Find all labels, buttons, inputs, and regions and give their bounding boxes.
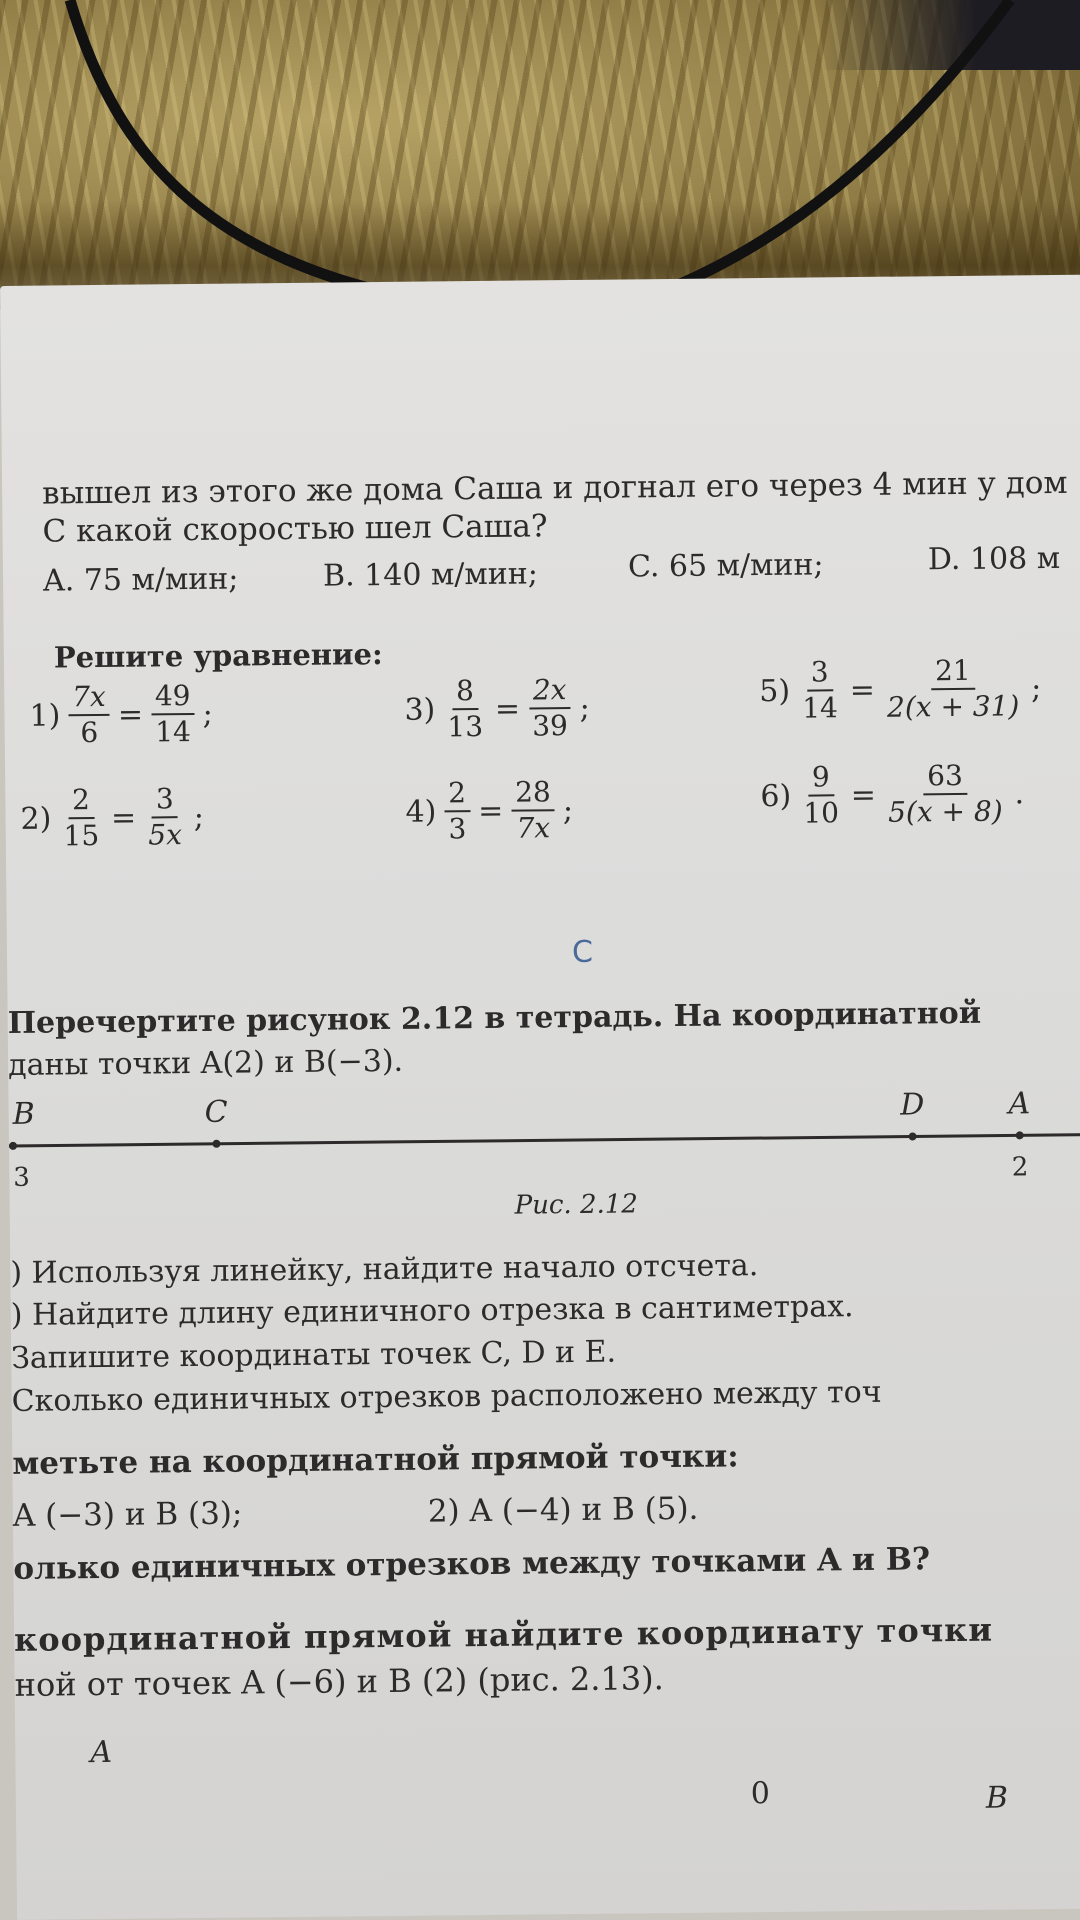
fraction-numerator: 9 [808,760,834,796]
fraction-numerator: 21 [931,654,975,690]
fraction-denominator: 7x [516,811,551,845]
fraction-denominator: 14 [155,715,192,749]
equation-number: 6) [760,778,792,814]
equations-title: Решите уравнение: [53,637,383,675]
fraction-numerator: 3 [807,655,833,691]
option-c: C. 65 м/мин; [627,547,824,585]
equation-number: 2) [20,800,52,837]
equation-end: ; [202,696,213,732]
equation-2 [20,782,204,854]
option-a: A. 75 м/мин; [42,561,239,599]
figure-task-line2: даны точки A(2) и B(−3). [7,1043,404,1083]
number-line-figure [8,1075,1080,1206]
figure-213-label-a: A [90,1734,113,1771]
equation-4 [405,775,573,847]
mark-task-part1: A (−3) и B (3); [12,1495,243,1534]
subtask-3: Запишите координаты точек C, D и E. [11,1334,617,1376]
equation-number: 5) [759,673,791,709]
point-a-marker [1016,1131,1024,1139]
subtask-2: ) Найдите длину единичного отрезка в сантиметрах. [10,1289,854,1333]
fraction-denominator: 5(x + 8) [887,794,1003,829]
fraction-denominator: 14 [802,691,839,725]
equation-end: ; [562,792,574,828]
mark-task-line3: олько единичных отрезков между точками A и B? [13,1541,931,1587]
equation-1 [29,679,213,751]
fraction-denominator: 5x [148,818,183,852]
point-b-label: B [12,1096,35,1132]
equation-end: ; [193,799,205,835]
option-d: D. 108 м [927,540,1061,578]
equals-sign: = [850,777,877,813]
mark-task-line1: метьте на координатной прямой точки: [12,1438,739,1482]
equation-6 [760,758,1024,831]
fraction-numerator: 8 [452,674,478,710]
equation-end: ; [579,690,590,726]
equals-sign: = [117,697,144,733]
fraction-numerator: 2 [444,776,470,812]
fraction-denominator: 3 [448,812,467,846]
section-letter-c: C [571,934,594,971]
point-c-marker [212,1140,220,1148]
fraction-numerator: 2 [68,783,94,819]
equation-number: 3) [404,691,436,728]
equation-3 [404,673,590,745]
equals-sign: = [494,691,521,727]
fraction-numerator: 63 [923,759,967,795]
point-d-label: D [900,1087,925,1123]
fraction-denominator: 10 [803,796,840,830]
mark-task-part2: 2) A (−4) и B (5). [427,1490,699,1530]
fraction-numerator: 3 [152,782,178,818]
equals-sign: = [110,800,137,836]
figure-213-label-zero: 0 [750,1776,771,1812]
textbook-page [0,275,1080,1920]
fraction-numerator: 2x [529,673,571,709]
fraction-numerator: 49 [151,679,195,715]
find-task-line1: координатной прямой найдите координату точки [13,1610,994,1659]
fraction-denominator: 2(x + 31) [886,689,1020,724]
number-line-axis [9,1135,1080,1146]
black-cable [0,0,1080,320]
figure-task-line1: Перечертите рисунок 2.12 в тетрадь. На координатной [7,995,982,1041]
find-task-line2: ной от точек A (−6) и B (2) (рис. 2.13). [14,1659,665,1704]
equation-number: 1) [29,697,61,734]
speed-problem-line2: С какой скоростью шел Саша? [42,508,548,550]
figure-213-label-b: B [985,1780,1009,1816]
option-b: B. 140 м/мин; [322,556,539,594]
equation-end: ; [1031,670,1042,706]
fraction-numerator: 28 [511,775,555,811]
equals-sign: = [849,672,876,708]
point-a-value: 2 [1011,1152,1029,1183]
fraction-denominator: 6 [80,715,99,750]
point-d-marker [909,1132,917,1140]
subtask-1: ) Используя линейку, найдите начало отсчета. [10,1248,759,1291]
point-b-marker [9,1142,17,1150]
speed-problem-line1: вышел из этого же дома Саша и догнал его через 4 мин у дом [41,464,1068,512]
equals-sign: = [477,793,504,829]
fraction-denominator: 39 [532,709,569,743]
equation-end: . [1014,775,1025,811]
subtask-4: Сколько единичных отрезков расположено между точ [11,1374,882,1419]
point-b-value: 3 [13,1162,31,1193]
fraction-denominator: 13 [447,709,484,744]
equation-number: 4) [405,793,437,830]
fraction-denominator: 15 [63,818,100,853]
fraction-numerator: 7x [68,680,110,716]
point-a-label: A [1008,1086,1031,1122]
figure-caption: Рис. 2.12 [514,1189,639,1221]
point-c-label: C [204,1094,228,1130]
equation-5 [759,653,1042,726]
